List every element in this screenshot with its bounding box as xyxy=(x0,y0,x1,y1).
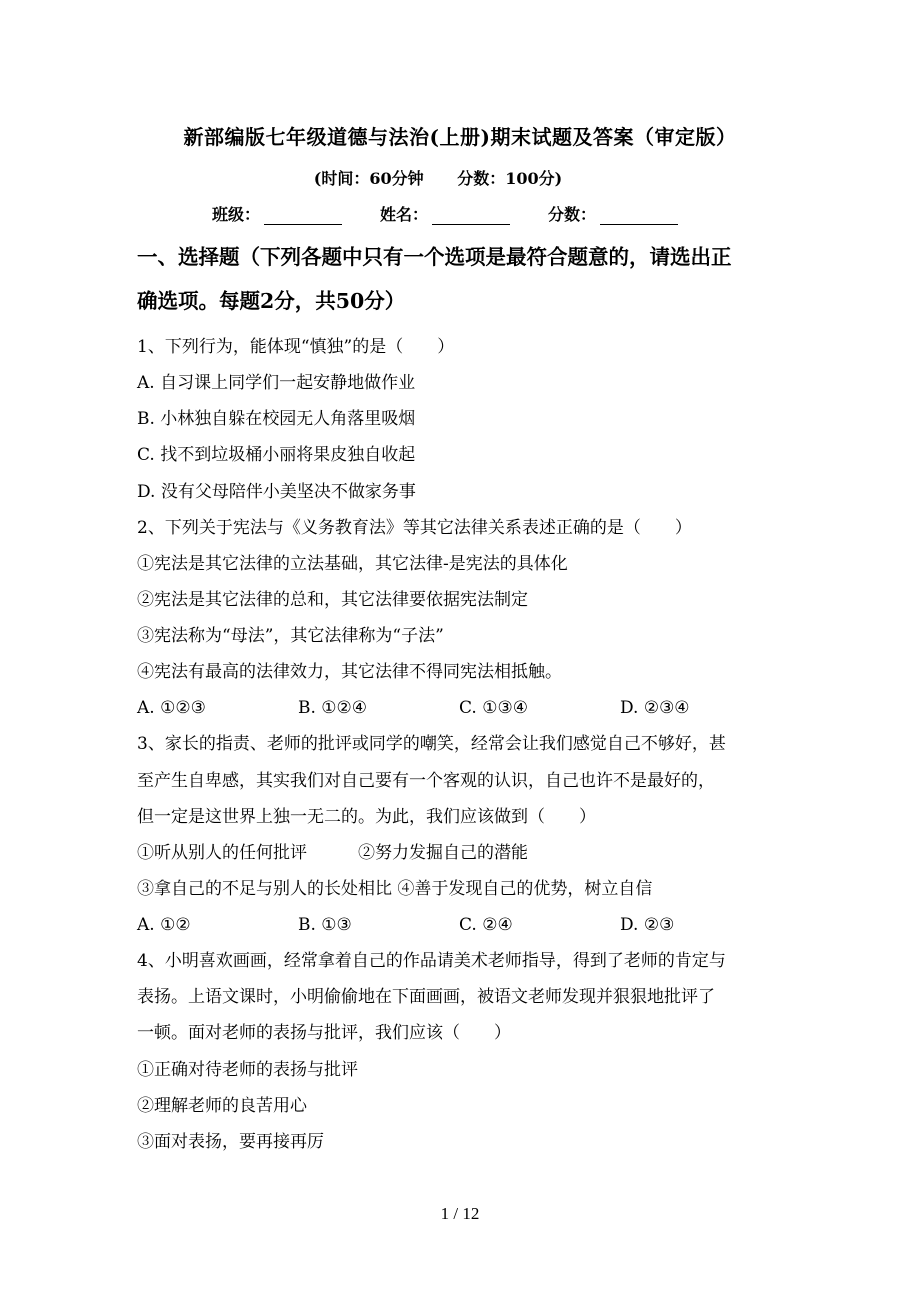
score-blank xyxy=(600,206,678,225)
question-stem-line: 4、小明喜欢画画，经常拿着自己的作品请美术老师指导，得到了老师的肯定与 xyxy=(137,951,726,972)
answer-option: B. ①②④ xyxy=(298,698,368,719)
question-item: ③面对表扬，要再接再厉 xyxy=(137,1131,324,1152)
section-heading-line: 确选项。每题2分，共50分） xyxy=(137,289,406,313)
section-heading xyxy=(137,235,787,323)
question-stem-line: 至产生自卑感，其实我们对自己要有一个客观的认识，自己也许不是最好的， xyxy=(137,770,715,791)
question-item: ①正确对待老师的表扬与批评 xyxy=(137,1059,358,1080)
question-item: B. 小林独自躲在校园无人角落里吸烟 xyxy=(137,409,416,430)
class-label: 班级： xyxy=(212,205,261,224)
answer-option: B. ①③ xyxy=(298,915,352,935)
answer-option: C. ②④ xyxy=(459,915,513,935)
question-stem-line: 表扬。上语文课时，小明偷偷地在下面画画，被语文老师发现并狠狠地批评了 xyxy=(137,987,715,1008)
question-stem-line: 一顿。面对老师的表扬与批评，我们应该（ ） xyxy=(137,1023,511,1044)
answer-options xyxy=(137,690,797,726)
question-item: ③拿自己的不足与别人的长处相比 ④善于发现自己的优势，树立自信 xyxy=(137,878,653,899)
name-blank xyxy=(432,206,510,225)
question-item: ②理解老师的良苦用心 xyxy=(137,1095,307,1116)
question-item: ①宪法是其它法律的立法基础，其它法律-是宪法的具体化 xyxy=(137,553,568,574)
answer-option: D. ②③④ xyxy=(620,698,690,719)
question-3 xyxy=(137,726,797,943)
exam-total-score: 分数：100分) xyxy=(457,169,563,188)
document-title: 新部编版七年级道德与法治(上册)期末试题及答案（审定版） xyxy=(183,125,737,149)
score-field xyxy=(548,202,678,225)
name-field xyxy=(380,202,510,225)
answer-option: A. ①② xyxy=(137,915,191,935)
question-stem-line: 1、下列行为，能体现“慎独”的是（ ） xyxy=(137,337,455,357)
answer-option: A. ①②③ xyxy=(137,698,206,719)
question-stem-line: 2、下列关于宪法与《义务教育法》等其它法律关系表述正确的是（ ） xyxy=(137,517,692,538)
question-stem-line: 但一定是这世界上独一无二的。为此，我们应该做到（ ） xyxy=(137,806,596,827)
exam-info xyxy=(0,166,876,189)
student-info-fields xyxy=(212,202,716,225)
question-2 xyxy=(137,510,797,727)
answer-option: C. ①③④ xyxy=(459,698,528,719)
question-item: ③宪法称为“母法”，其它法律称为“子法” xyxy=(137,626,444,646)
section-heading-line: 一、选择题（下列各题中只有一个选项是最符合题意的，请选出正 xyxy=(137,245,732,269)
question-list xyxy=(137,329,797,1160)
answer-option: D. ②③ xyxy=(620,915,675,935)
question-1 xyxy=(137,329,797,510)
question-item: ②宪法是其它法律的总和，其它法律要依据宪法制定 xyxy=(137,589,528,610)
class-blank xyxy=(264,206,342,225)
exam-time: (时间：60分钟 xyxy=(313,169,424,188)
name-label: 姓名： xyxy=(380,205,429,224)
question-item: C. 找不到垃圾桶小丽将果皮独自收起 xyxy=(137,445,416,466)
class-field xyxy=(212,202,342,225)
question-item: D. 没有父母陪伴小美坚决不做家务事 xyxy=(137,481,416,502)
score-label: 分数： xyxy=(548,205,597,224)
question-4 xyxy=(137,943,797,1160)
question-stem-line: 3、家长的指责、老师的批评或同学的嘲笑，经常会让我们感觉自己不够好，甚 xyxy=(137,734,726,755)
page-number: 1 / 12 xyxy=(440,1204,480,1223)
answer-options xyxy=(137,907,797,943)
question-item: A. 自习课上同学们一起安静地做作业 xyxy=(137,373,416,394)
question-item: ④宪法有最高的法律效力，其它法律不得同宪法相抵触。 xyxy=(137,662,562,683)
question-item: ①听从别人的任何批评 ②努力发掘自己的潜能 xyxy=(137,842,528,863)
